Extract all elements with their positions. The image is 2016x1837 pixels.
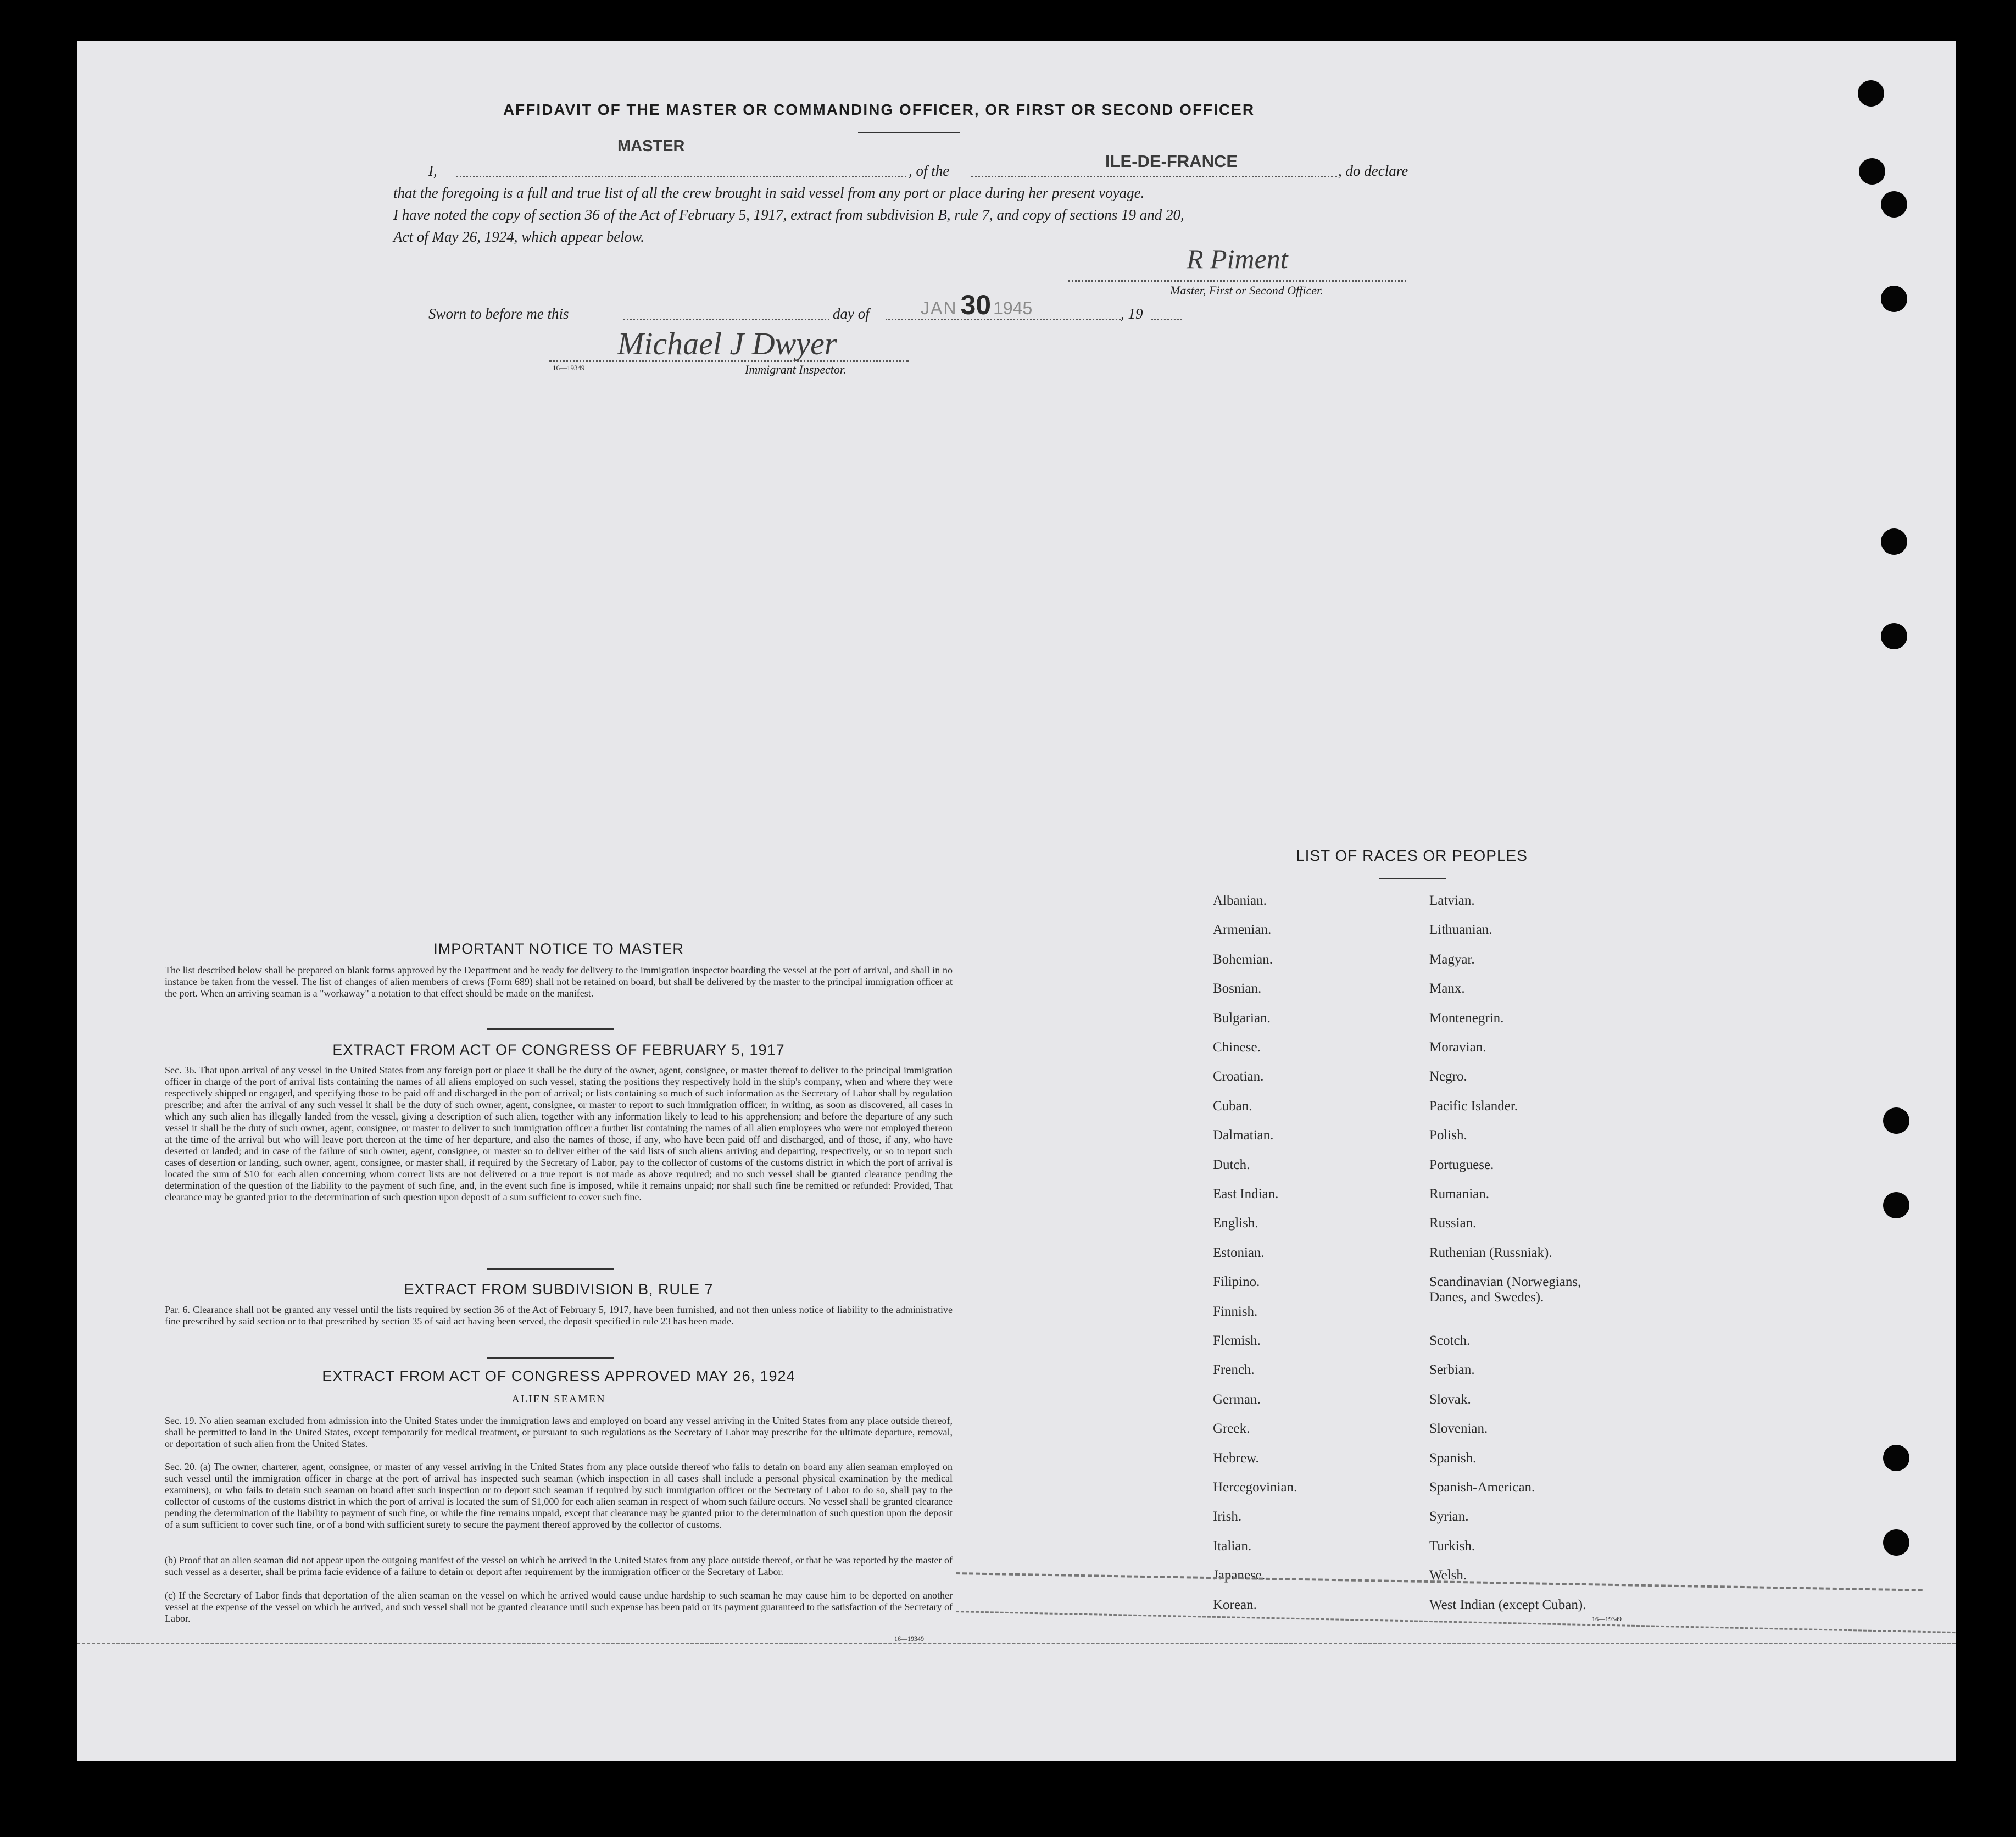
extract2-text: Par. 6. Clearance shall not be granted any vessel until the lists required by section 36 of the Act of February 5, 1917, have been furnished, and not then unless notice of liability to the administrative fine prescribed by said section or to that prescribed by section 35 of said act having been served, the deposit specified in rule 23 has been made. bbox=[165, 1304, 953, 1327]
races-divider bbox=[1379, 878, 1446, 879]
extract3-subtitle: ALIEN SEAMEN bbox=[511, 1393, 606, 1405]
race-item: Estonian. bbox=[1213, 1245, 1265, 1260]
binder-hole bbox=[1883, 1192, 1909, 1218]
race-item: Scandinavian (Norwegians, bbox=[1429, 1274, 1581, 1289]
sec-19-text: Sec. 19. No alien seaman excluded from admission into the United States under the immigration laws and employed on board any vessel arriving in the United States from any place outside thereof, shall be permitted to land in the United States, except temporarily for medical treatment, or pursuant to such regulations as the Secretary of Labor may prescribe for the ultimate departure, removal, or deportation of such alien from the United States. bbox=[165, 1415, 953, 1449]
binder-hole bbox=[1883, 1107, 1909, 1134]
form-number-left: 16—19349 bbox=[894, 1635, 924, 1643]
officer-signature-line bbox=[1068, 280, 1406, 282]
sec-20b-text: (b) Proof that an alien seaman did not appear upon the outgoing manifest of the vessel on which he arrived in the United States from any place outside thereof, or that he was reported by the master of such vessel as a deserter, shall be prima facie evidence of a failure to detain or deport after requirement by the immigration officer or the Secretary of Labor. bbox=[165, 1555, 953, 1577]
race-item: Bulgarian. bbox=[1213, 1011, 1271, 1026]
binder-hole bbox=[1883, 1445, 1909, 1471]
inspector-signature-line bbox=[549, 360, 909, 362]
officer-caption: Master, First or Second Officer. bbox=[1170, 283, 1323, 297]
fold-crease bbox=[77, 1643, 1956, 1644]
race-item: Greek. bbox=[1213, 1421, 1250, 1436]
affidavit-i-label: I, bbox=[428, 163, 437, 179]
date-stamp-year: 1945 bbox=[993, 298, 1033, 318]
notice-text: The list described below shall be prepared on blank forms approved by the Department and be ready for delivery to the immigration inspector boarding the vessel at the port of arrival, and shall in no instance be taken from the vessel. The list of changes of alien members of crews (Form 689) shall not be retained on board, but shall be delivered by the master to the principal immigration officer at the port. When an arriving seaman is a "workaway" a notation to that effect should be made on the manifest. bbox=[165, 965, 953, 999]
race-item: Rumanian. bbox=[1429, 1187, 1490, 1201]
race-item: Scotch. bbox=[1429, 1333, 1471, 1348]
race-item: Chinese. bbox=[1213, 1040, 1261, 1055]
date-stamp-day: 30 bbox=[960, 290, 992, 320]
race-item: Slovenian. bbox=[1429, 1421, 1488, 1436]
affidavit-line-4: Act of May 26, 1924, which appear below. bbox=[393, 229, 644, 245]
do-declare-label: , do declare bbox=[1338, 163, 1408, 179]
of-the-label: , of the bbox=[909, 163, 950, 179]
race-item: Bosnian. bbox=[1213, 981, 1262, 996]
race-item: Korean. bbox=[1213, 1597, 1257, 1612]
rank-stamp: MASTER bbox=[617, 137, 685, 155]
race-item: Hercegovinian. bbox=[1213, 1480, 1297, 1495]
name-blank bbox=[456, 176, 906, 177]
extract1-text: Sec. 36. That upon arrival of any vessel in the United States from any foreign port or place it shall be the duty of the owner, agent, consignee, or master thereof to deliver to the principal immigration officer in charge of the port of arrival lists containing the names of all aliens employed on such vessel, stating the positions they respectively hold in the ship's company, when and where they were respectively shipped or engaged, and specifying those to be paid off and discharged in the port of arrival; or lists containing so much of such information as the Secretary of Labor shall by regulation prescribe; and after the arrival of any such vessel it shall be the duty of such owner, agent, consignee, or master to report to such immigration officer, in writing, as soon as discovered, all cases in which any such alien has illegally landed from the vessel, giving a description of such alien, together with any information likely to lead to his apprehension; and before the departure of any such vessel it shall be the duty of such owner, agent, consignee, or master to deliver to such immigration officer a further list containing the names of all alien employees who were not employed thereon at the time of the arrival but who will leave port thereon at the time of her departure, and also the names of those, if any, who have been paid off and discharged, and of those, if any, who have deserted or landed; and in case of the failure of such owner, agent, consignee, or master so to deliver either of the said lists of such aliens arriving and departing, respectively, or so to report such cases of desertion or landing, such owner, agent, consignee, or master shall, if required by the Secretary of Labor, pay to the collector of customs of the customs district in which the port of arrival is located the sum of $10 for each alien concerning whom correct lists are not delivered or a true report is not made as above required; and no such vessel shall be granted clearance pending the determination of the question of the liability to the payment of such fine, and, in the event such fine is imposed, while it remains unpaid; nor shall such fine be remitted or refunded: Provided, That clearance may be granted prior to the determination of such question upon deposit of a sum sufficient to cover such fine. bbox=[165, 1065, 953, 1203]
binder-hole bbox=[1858, 80, 1884, 107]
race-item: Moravian. bbox=[1429, 1040, 1486, 1055]
affidavit-line-3: I have noted the copy of section 36 of the Act of February 5, 1917, extract from subdivision B, rule 7, and copy of sections 19 and 20, bbox=[393, 207, 1184, 223]
race-item: Serbian. bbox=[1429, 1362, 1475, 1377]
binder-hole bbox=[1859, 158, 1885, 185]
inspector-signature: Michael J Dwyer bbox=[617, 326, 837, 361]
race-item: Montenegrin. bbox=[1429, 1011, 1504, 1026]
race-item: Latvian. bbox=[1429, 893, 1475, 908]
race-item: Croatian. bbox=[1213, 1069, 1264, 1084]
binder-hole bbox=[1881, 623, 1907, 649]
extract3-title: EXTRACT FROM ACT OF CONGRESS APPROVED MAY 26, 1924 bbox=[322, 1368, 795, 1384]
race-item: Filipino. bbox=[1213, 1274, 1260, 1289]
race-item: Danes, and Swedes). bbox=[1429, 1290, 1544, 1305]
race-item: Slovak. bbox=[1429, 1392, 1471, 1407]
race-item: Armenian. bbox=[1213, 922, 1272, 937]
binder-hole bbox=[1881, 286, 1907, 312]
race-item: English. bbox=[1213, 1216, 1258, 1231]
race-item: Pacific Islander. bbox=[1429, 1099, 1518, 1114]
sec-20c-text: (c) If the Secretary of Labor finds that deportation of the alien seaman on the vessel on which he arrived would cause undue hardship to such seaman he may cause him to be deported on another vessel at the expense of the vessel on which he arrived, and such vessel shall not be granted clearance until such expense has been paid or its payment guaranteed to the satisfaction of the Secretary of Labor. bbox=[165, 1590, 953, 1624]
day-of-label: day of bbox=[833, 305, 870, 322]
vessel-blank bbox=[971, 176, 1337, 177]
race-item: Turkish. bbox=[1429, 1539, 1475, 1554]
inspector-caption: Immigrant Inspector. bbox=[745, 363, 847, 376]
race-item: Bohemian. bbox=[1213, 952, 1273, 967]
notice-title: IMPORTANT NOTICE TO MASTER bbox=[433, 940, 684, 957]
affidavit-line-2: that the foregoing is a full and true list of all the crew brought in said vessel from any port or place during her present voyage. bbox=[393, 185, 1145, 201]
race-item: Spanish-American. bbox=[1429, 1480, 1535, 1495]
race-item: Syrian. bbox=[1429, 1509, 1469, 1524]
race-item: Manx. bbox=[1429, 981, 1465, 996]
race-item: Hebrew. bbox=[1213, 1451, 1259, 1466]
sworn-day-blank bbox=[623, 319, 829, 320]
race-item: Japanese. bbox=[1213, 1568, 1266, 1583]
race-item: Flemish. bbox=[1213, 1333, 1261, 1348]
sec-20a-text: Sec. 20. (a) The owner, charterer, agent, consignee, or master of any vessel arriving in the United States from any place outside thereof who fails to detain on board any alien seaman employed on such vessel until the immigration officer in charge at the port of arrival has inspected such seaman (which inspection in all cases shall include a personal physical examination by the medical examiners), or who fails to detain such seaman on board after such inspection or to deport such seaman if required by such immigration officer or the Secretary of Labor to do so, shall pay to the collector of customs of the customs district in which the port of arrival is located the sum of $1,000 for each alien seaman in respect of whom such failure occurs. No vessel shall be granted clearance pending the determination of the liability to payment of such fine, or while the fine remains unpaid, except that clearance may be granted prior to the determination of such question upon the deposit of a sum sufficient to cover such fine, or of a bond with sufficient surety to secure the payment thereof approved by the collector of customs. bbox=[165, 1461, 953, 1530]
year-blank bbox=[1151, 319, 1182, 320]
form-number-right: 16—19349 bbox=[1592, 1615, 1622, 1623]
race-item: Dutch. bbox=[1213, 1157, 1250, 1172]
race-item: Spanish. bbox=[1429, 1451, 1477, 1466]
race-item: Welsh. bbox=[1429, 1568, 1467, 1583]
master-signature: R Piment bbox=[1187, 243, 1288, 274]
race-item: Irish. bbox=[1213, 1509, 1242, 1524]
race-item: Negro. bbox=[1429, 1069, 1467, 1084]
form-number-top: 16—19349 bbox=[553, 364, 585, 372]
sworn-label: Sworn to before me this bbox=[428, 305, 569, 322]
affidavit-title: AFFIDAVIT OF THE MASTER OR COMMANDING OFFICER, OR FIRST OR SECOND OFFICER bbox=[503, 101, 1255, 118]
race-item: Italian. bbox=[1213, 1539, 1252, 1554]
binder-hole bbox=[1881, 528, 1907, 555]
date-stamp bbox=[921, 289, 1032, 321]
race-item: Dalmatian. bbox=[1213, 1128, 1274, 1143]
races-title: LIST OF RACES OR PEOPLES bbox=[1296, 847, 1528, 864]
race-item: Finnish. bbox=[1213, 1304, 1258, 1319]
race-item: Albanian. bbox=[1213, 893, 1267, 908]
binder-hole bbox=[1881, 191, 1907, 218]
date-stamp-month: JAN bbox=[921, 298, 957, 318]
race-item: Polish. bbox=[1429, 1128, 1467, 1143]
race-item: Cuban. bbox=[1213, 1099, 1252, 1114]
race-item: Ruthenian (Russniak). bbox=[1429, 1245, 1552, 1260]
extract2-title: EXTRACT FROM SUBDIVISION B, RULE 7 bbox=[404, 1281, 714, 1298]
race-item: East Indian. bbox=[1213, 1187, 1279, 1201]
extract1-title: EXTRACT FROM ACT OF CONGRESS OF FEBRUARY 5, 1917 bbox=[332, 1042, 785, 1058]
notice-divider bbox=[487, 1028, 614, 1030]
binder-hole bbox=[1883, 1529, 1909, 1556]
year-prefix: , 19 bbox=[1121, 305, 1143, 322]
title-divider bbox=[858, 132, 960, 133]
race-item: German. bbox=[1213, 1392, 1261, 1407]
vessel-stamp: ILE-DE-FRANCE bbox=[1105, 152, 1238, 171]
extract1-divider bbox=[487, 1268, 614, 1270]
race-item: Portuguese. bbox=[1429, 1157, 1494, 1172]
race-item: Russian. bbox=[1429, 1216, 1477, 1231]
race-item: French. bbox=[1213, 1362, 1255, 1377]
extract2-divider bbox=[487, 1357, 614, 1359]
race-item: Lithuanian. bbox=[1429, 922, 1492, 937]
race-item: West Indian (except Cuban). bbox=[1429, 1597, 1586, 1612]
race-item: Magyar. bbox=[1429, 952, 1475, 967]
